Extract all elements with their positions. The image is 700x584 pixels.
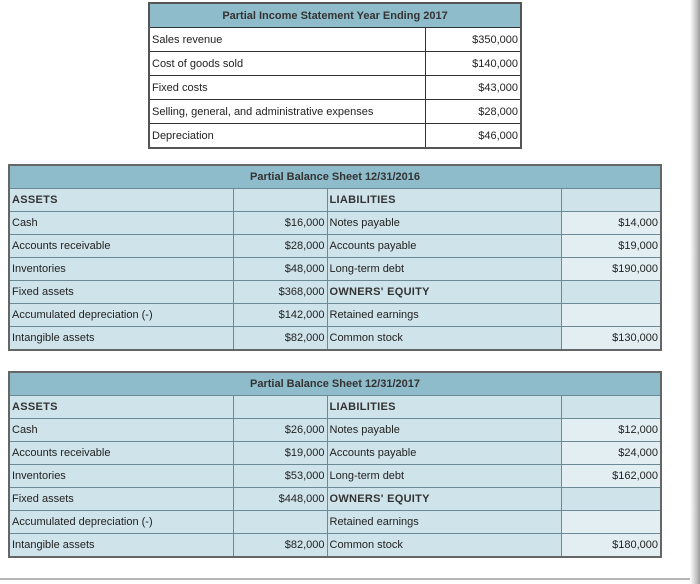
row-value: $46,000 xyxy=(425,124,521,149)
table-row xyxy=(149,28,521,52)
liability-value: $190,000 xyxy=(561,258,661,281)
asset-value: $82,000 xyxy=(233,534,327,558)
table-row xyxy=(9,235,661,258)
asset-label: Accounts receivable xyxy=(9,442,233,465)
row-label: Selling, general, and administrative expenses xyxy=(149,100,425,124)
row-value: $140,000 xyxy=(425,52,521,76)
asset-value: $28,000 xyxy=(233,235,327,258)
liabilities-header: LIABILITIES xyxy=(327,396,561,419)
liabilities-header: LIABILITIES xyxy=(327,189,561,212)
asset-label: Cash xyxy=(9,212,233,235)
row-value: $350,000 xyxy=(425,28,521,52)
asset-value: $53,000 xyxy=(233,465,327,488)
row-label: Depreciation xyxy=(149,124,425,149)
page-edge-shadow xyxy=(690,0,700,584)
equity-label: Common stock xyxy=(327,327,561,351)
table-row xyxy=(9,534,661,558)
asset-value: $48,000 xyxy=(233,258,327,281)
liability-label: Notes payable xyxy=(327,212,561,235)
asset-value: $82,000 xyxy=(233,327,327,351)
liability-value: $14,000 xyxy=(561,212,661,235)
assets-header: ASSETS xyxy=(9,396,233,419)
equity-value xyxy=(561,511,661,534)
asset-label: Cash xyxy=(9,419,233,442)
liability-value: $12,000 xyxy=(561,419,661,442)
asset-value: $142,000 xyxy=(233,304,327,327)
income-statement-table xyxy=(148,2,522,149)
row-value: $43,000 xyxy=(425,76,521,100)
liability-label: Notes payable xyxy=(327,419,561,442)
row-label: Cost of goods sold xyxy=(149,52,425,76)
table-row xyxy=(9,304,661,327)
table-row xyxy=(9,465,661,488)
asset-label: Accounts receivable xyxy=(9,235,233,258)
liability-label: Long-term debt xyxy=(327,465,561,488)
balance-sheet-2017-table xyxy=(8,371,662,558)
row-label: Fixed costs xyxy=(149,76,425,100)
liability-value: $19,000 xyxy=(561,235,661,258)
table-row xyxy=(9,212,661,235)
table-row xyxy=(9,511,661,534)
owners-equity-header: OWNERS' EQUITY xyxy=(327,281,561,304)
asset-label: Fixed assets xyxy=(9,281,233,304)
assets-header: ASSETS xyxy=(9,189,233,212)
equity-value xyxy=(561,304,661,327)
table-row xyxy=(149,100,521,124)
table-row xyxy=(9,281,661,304)
table-row xyxy=(149,52,521,76)
table-row xyxy=(9,488,661,511)
liability-label: Long-term debt xyxy=(327,258,561,281)
asset-label: Intangible assets xyxy=(9,534,233,558)
equity-label: Retained earnings xyxy=(327,304,561,327)
liability-label: Accounts payable xyxy=(327,442,561,465)
asset-label: Accumulated depreciation (-) xyxy=(9,304,233,327)
equity-label: Common stock xyxy=(327,534,561,558)
asset-value xyxy=(233,511,327,534)
equity-value: $130,000 xyxy=(561,327,661,351)
section-header-row xyxy=(9,189,661,212)
equity-label: Retained earnings xyxy=(327,511,561,534)
balance-sheet-title: Partial Balance Sheet 12/31/2016 xyxy=(9,165,661,189)
equity-value: $180,000 xyxy=(561,534,661,558)
liability-value: $24,000 xyxy=(561,442,661,465)
page-bottom-divider xyxy=(0,578,690,580)
liability-label: Accounts payable xyxy=(327,235,561,258)
asset-label: Intangible assets xyxy=(9,327,233,351)
asset-label: Inventories xyxy=(9,258,233,281)
asset-value: $19,000 xyxy=(233,442,327,465)
row-value: $28,000 xyxy=(425,100,521,124)
income-statement-title: Partial Income Statement Year Ending 2017 xyxy=(149,3,521,28)
owners-equity-header: OWNERS' EQUITY xyxy=(327,488,561,511)
table-row xyxy=(149,76,521,100)
asset-label: Inventories xyxy=(9,465,233,488)
asset-value: $26,000 xyxy=(233,419,327,442)
table-row xyxy=(9,258,661,281)
balance-sheet-title: Partial Balance Sheet 12/31/2017 xyxy=(9,372,661,396)
row-label: Sales revenue xyxy=(149,28,425,52)
liability-value: $162,000 xyxy=(561,465,661,488)
table-row xyxy=(149,124,521,149)
table-row xyxy=(9,327,661,351)
balance-sheet-2016-table xyxy=(8,164,662,351)
asset-label: Accumulated depreciation (-) xyxy=(9,511,233,534)
table-row xyxy=(9,442,661,465)
asset-value: $368,000 xyxy=(233,281,327,304)
table-row xyxy=(9,419,661,442)
section-header-row xyxy=(9,396,661,419)
asset-label: Fixed assets xyxy=(9,488,233,511)
asset-value: $448,000 xyxy=(233,488,327,511)
asset-value: $16,000 xyxy=(233,212,327,235)
